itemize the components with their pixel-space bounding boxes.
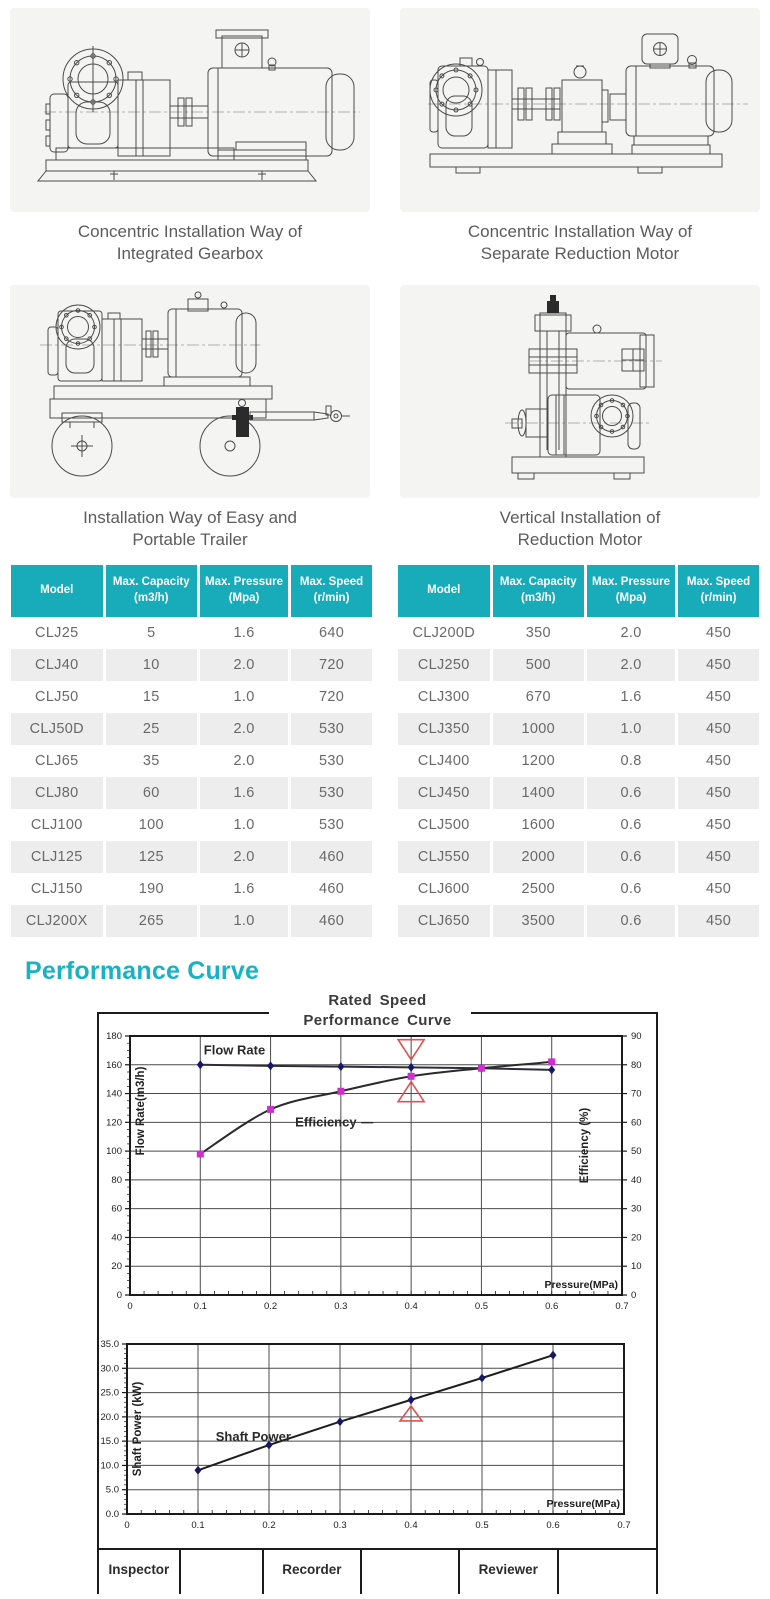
drawing-panel — [10, 8, 370, 212]
spec-table-right — [395, 565, 762, 937]
table-header-row — [11, 565, 372, 617]
table-cell: CLJ500 — [417, 817, 470, 833]
table-cell: CLJ300 — [417, 689, 470, 705]
table-cell: 450 — [678, 777, 759, 809]
table-row — [11, 713, 372, 745]
spec-table-left — [8, 565, 375, 937]
svg-text:0.2: 0.2 — [262, 1520, 276, 1531]
table-cell: 450 — [705, 625, 732, 641]
svg-text:0.7: 0.7 — [617, 1520, 631, 1531]
table-cell: 1.0 — [233, 689, 255, 705]
table-cell: CLJ25 — [35, 625, 79, 641]
table-cell: 460 — [291, 841, 372, 873]
svg-text:10.0: 10.0 — [100, 1460, 119, 1472]
svg-text:0.6: 0.6 — [545, 1301, 559, 1312]
svg-text:15.0: 15.0 — [100, 1436, 119, 1448]
svg-text:160: 160 — [106, 1059, 122, 1071]
svg-text:30: 30 — [631, 1203, 642, 1215]
svg-text:40: 40 — [631, 1174, 642, 1186]
table-row — [11, 905, 372, 937]
svg-text:120: 120 — [106, 1117, 122, 1129]
table-cell: 125 — [106, 841, 198, 873]
table-cell: 720 — [291, 649, 372, 681]
table-cell: CLJ250 — [398, 649, 490, 681]
drawing-block-separate-reduction-motor — [400, 8, 760, 285]
table-cell: 1.6 — [233, 625, 255, 641]
table-cell: 265 — [106, 905, 198, 937]
svg-text:Shaft Power: Shaft Power — [215, 1429, 291, 1445]
table-cell: 0.6 — [620, 881, 642, 897]
table-row — [11, 681, 372, 713]
table-cell: 15 — [142, 689, 160, 705]
table-cell: 2.0 — [200, 841, 288, 873]
table-cell: 530 — [291, 713, 372, 745]
table-cell: CLJ450 — [398, 777, 490, 809]
table-row — [11, 745, 372, 777]
drawing-separate-reduction-motor — [400, 8, 760, 212]
drawing-panel — [10, 285, 370, 498]
svg-text:Pressure(MPa): Pressure(MPa) — [544, 1279, 618, 1291]
table-body — [398, 617, 759, 937]
table-cell: 1400 — [493, 777, 585, 809]
table-cell: 0.8 — [620, 753, 642, 769]
rated-speed-performance-chart — [99, 1016, 660, 1332]
table-cell: 35 — [142, 753, 160, 769]
svg-text:70: 70 — [631, 1088, 642, 1100]
caption-line: Installation Way of Easy and — [83, 508, 297, 527]
drawings-grid — [0, 0, 770, 554]
table-cell: CLJ150 — [30, 881, 83, 897]
table-cell: 1.6 — [620, 689, 642, 705]
svg-text:Efficiency (%): Efficiency (%) — [579, 1107, 591, 1184]
svg-text:0.1: 0.1 — [191, 1520, 205, 1531]
column-header: Model — [398, 565, 490, 617]
drawing-panel — [400, 285, 760, 498]
table-cell: 450 — [678, 841, 759, 873]
table-cell: 450 — [705, 753, 732, 769]
table-cell: CLJ550 — [398, 841, 490, 873]
table-row — [11, 649, 372, 681]
svg-text:0: 0 — [116, 1290, 122, 1301]
table-cell: 1200 — [521, 753, 555, 769]
caption-line: Concentric Installation Way of — [77, 222, 303, 241]
table-cell: 2.0 — [200, 649, 288, 681]
svg-text:0: 0 — [124, 1520, 130, 1531]
svg-text:0.4: 0.4 — [404, 1301, 418, 1312]
table-cell: CLJ80 — [11, 777, 103, 809]
drawing-caption — [400, 212, 760, 285]
table-cell: CLJ200D — [412, 625, 476, 641]
table-cell: 1.0 — [587, 713, 675, 745]
table-cell: 0.6 — [587, 777, 675, 809]
svg-text:80: 80 — [111, 1174, 122, 1186]
chart-title-line: Rated Speed — [328, 992, 427, 1009]
column-header: Max. Speed (r/min) — [291, 565, 372, 617]
table-cell: 2.0 — [620, 625, 642, 641]
svg-text:0.3: 0.3 — [333, 1520, 347, 1531]
table-row — [398, 905, 759, 937]
svg-text:0.5: 0.5 — [475, 1520, 489, 1531]
table-cell: 450 — [705, 689, 732, 705]
table-row — [398, 841, 759, 873]
svg-text:60: 60 — [111, 1203, 122, 1215]
shaft-power-chart — [99, 1332, 660, 1548]
column-header: Model — [11, 565, 103, 617]
table-cell: 450 — [678, 649, 759, 681]
drawing-vertical-reduction-motor — [400, 285, 760, 498]
table-cell: CLJ50 — [35, 689, 79, 705]
drawing-caption — [400, 498, 760, 554]
svg-text:60: 60 — [631, 1117, 642, 1129]
section-heading: Performance Curve — [25, 957, 260, 985]
svg-text:20.0: 20.0 — [100, 1411, 119, 1423]
drawing-block-integrated-gearbox — [10, 8, 370, 285]
svg-text:Flow Rate(m3/h): Flow Rate(m3/h) — [135, 1066, 147, 1156]
chart-title-line: Performance Curve — [303, 1011, 452, 1029]
table-row — [398, 713, 759, 745]
table-cell: 450 — [678, 905, 759, 937]
svg-text:0.3: 0.3 — [334, 1301, 348, 1312]
svg-text:10: 10 — [631, 1261, 642, 1273]
svg-text:180: 180 — [106, 1031, 122, 1042]
chart-footer-row — [99, 1548, 656, 1594]
table-cell: 2.0 — [233, 753, 255, 769]
table-row — [398, 649, 759, 681]
svg-text:0.6: 0.6 — [546, 1520, 560, 1531]
table-row — [398, 745, 759, 777]
table-cell: 3500 — [493, 905, 585, 937]
footer-cell-blank — [559, 1550, 656, 1594]
table-row — [11, 777, 372, 809]
svg-text:0.7: 0.7 — [615, 1301, 629, 1312]
caption-line: Integrated Gearbox — [116, 243, 264, 263]
column-header: Max. Speed (r/min) — [678, 565, 759, 617]
table-cell: 0.6 — [587, 841, 675, 873]
svg-text:0.1: 0.1 — [193, 1301, 207, 1312]
table-cell: 10 — [106, 649, 198, 681]
table-cell: 1000 — [493, 713, 585, 745]
svg-text:0.0: 0.0 — [105, 1509, 119, 1520]
performance-curve-document — [97, 992, 658, 1594]
svg-text:30.0: 30.0 — [100, 1363, 119, 1375]
column-header: Max. Capacity (m3/h) — [106, 565, 198, 617]
table-cell: CLJ600 — [417, 881, 470, 897]
table-cell: CLJ200X — [11, 905, 103, 937]
svg-text:0: 0 — [631, 1290, 637, 1301]
table-cell: 500 — [493, 649, 585, 681]
footer-cell-recorder: Recorder — [264, 1550, 362, 1594]
table-cell: 1600 — [521, 817, 555, 833]
svg-text:35.0: 35.0 — [100, 1339, 119, 1350]
table-cell: CLJ40 — [11, 649, 103, 681]
table-cell: CLJ650 — [398, 905, 490, 937]
svg-text:25.0: 25.0 — [100, 1387, 119, 1399]
svg-text:Shaft Power (kW): Shaft Power (kW) — [132, 1381, 144, 1477]
svg-text:50: 50 — [631, 1146, 642, 1158]
table-cell: 1.6 — [233, 881, 255, 897]
table-cell: 670 — [525, 689, 551, 705]
table-cell: CLJ400 — [417, 753, 470, 769]
table-cell: 530 — [318, 817, 345, 833]
caption-line: Concentric Installation Way of — [467, 222, 693, 241]
table-row — [11, 873, 372, 905]
table-cell: 2.0 — [587, 649, 675, 681]
drawing-caption — [10, 498, 370, 554]
table-cell: 350 — [525, 625, 551, 641]
table-cell: 0.6 — [587, 905, 675, 937]
table-row — [398, 809, 759, 841]
svg-text:20: 20 — [111, 1261, 122, 1273]
svg-text:0: 0 — [127, 1301, 133, 1312]
svg-text:40: 40 — [111, 1232, 122, 1244]
table-cell: 1.0 — [200, 905, 288, 937]
table-cell: CLJ350 — [398, 713, 490, 745]
table-cell: 1.0 — [233, 817, 255, 833]
table-cell: 2.0 — [200, 713, 288, 745]
table-cell: 450 — [705, 817, 732, 833]
footer-cell-blank — [362, 1550, 460, 1594]
table-row — [11, 841, 372, 873]
svg-text:0.4: 0.4 — [404, 1520, 418, 1531]
table-cell: 0.6 — [620, 817, 642, 833]
table-cell: 450 — [678, 713, 759, 745]
svg-text:140: 140 — [106, 1088, 122, 1100]
table-row — [11, 809, 372, 841]
table-cell: 100 — [138, 817, 164, 833]
table-cell: 25 — [106, 713, 198, 745]
drawing-block-vertical-reduction-motor — [400, 285, 760, 554]
table-cell: 1.6 — [200, 777, 288, 809]
column-header: Max. Pressure (Mpa) — [587, 565, 675, 617]
table-cell: 2500 — [521, 881, 555, 897]
table-cell: 450 — [705, 881, 732, 897]
svg-text:100: 100 — [106, 1146, 122, 1158]
table-cell: 720 — [318, 689, 345, 705]
caption-line: Reduction Motor — [517, 529, 643, 549]
svg-text:Pressure(MPa): Pressure(MPa) — [546, 1498, 620, 1510]
caption-line: Separate Reduction Motor — [480, 243, 680, 263]
table-row — [398, 617, 759, 649]
table-cell: 530 — [291, 777, 372, 809]
caption-line: Vertical Installation of — [499, 508, 661, 527]
drawing-panel — [400, 8, 760, 212]
footer-cell-reviewer: Reviewer — [460, 1550, 559, 1594]
table-cell: 2000 — [493, 841, 585, 873]
svg-text:Flow Rate: Flow Rate — [203, 1042, 266, 1058]
table-cell: 5 — [147, 625, 156, 641]
table-cell: CLJ125 — [11, 841, 103, 873]
footer-cell-inspector: Inspector — [99, 1550, 181, 1594]
table-row — [11, 617, 372, 649]
table-cell: CLJ50D — [11, 713, 103, 745]
column-header: Max. Capacity (m3/h) — [493, 565, 585, 617]
svg-text:0.5: 0.5 — [474, 1301, 489, 1312]
svg-text:20: 20 — [631, 1232, 642, 1244]
column-header: Max. Pressure (Mpa) — [200, 565, 288, 617]
svg-text:80: 80 — [631, 1059, 642, 1071]
table-cell: 530 — [318, 753, 345, 769]
table-cell: 60 — [106, 777, 198, 809]
table-cell: 190 — [138, 881, 164, 897]
spec-tables — [0, 554, 770, 937]
svg-text:90: 90 — [631, 1031, 642, 1042]
table-header-row — [398, 565, 759, 617]
drawing-block-portable-trailer — [10, 285, 370, 554]
table-cell: 460 — [291, 905, 372, 937]
drawing-caption — [10, 212, 370, 285]
table-cell: CLJ65 — [35, 753, 79, 769]
svg-text:0.2: 0.2 — [263, 1301, 278, 1312]
table-cell: CLJ100 — [30, 817, 83, 833]
table-row — [398, 681, 759, 713]
table-cell: 460 — [318, 881, 345, 897]
caption-line: Portable Trailer — [132, 529, 248, 549]
table-body — [11, 617, 372, 937]
table-row — [398, 777, 759, 809]
table-cell: 640 — [318, 625, 345, 641]
svg-text:5.0: 5.0 — [105, 1484, 119, 1496]
drawing-integrated-gearbox — [10, 8, 370, 212]
footer-cell-blank — [181, 1550, 264, 1594]
drawing-portable-trailer — [10, 285, 370, 498]
svg-text:Efficiency: Efficiency — [295, 1114, 357, 1130]
table-row — [398, 873, 759, 905]
